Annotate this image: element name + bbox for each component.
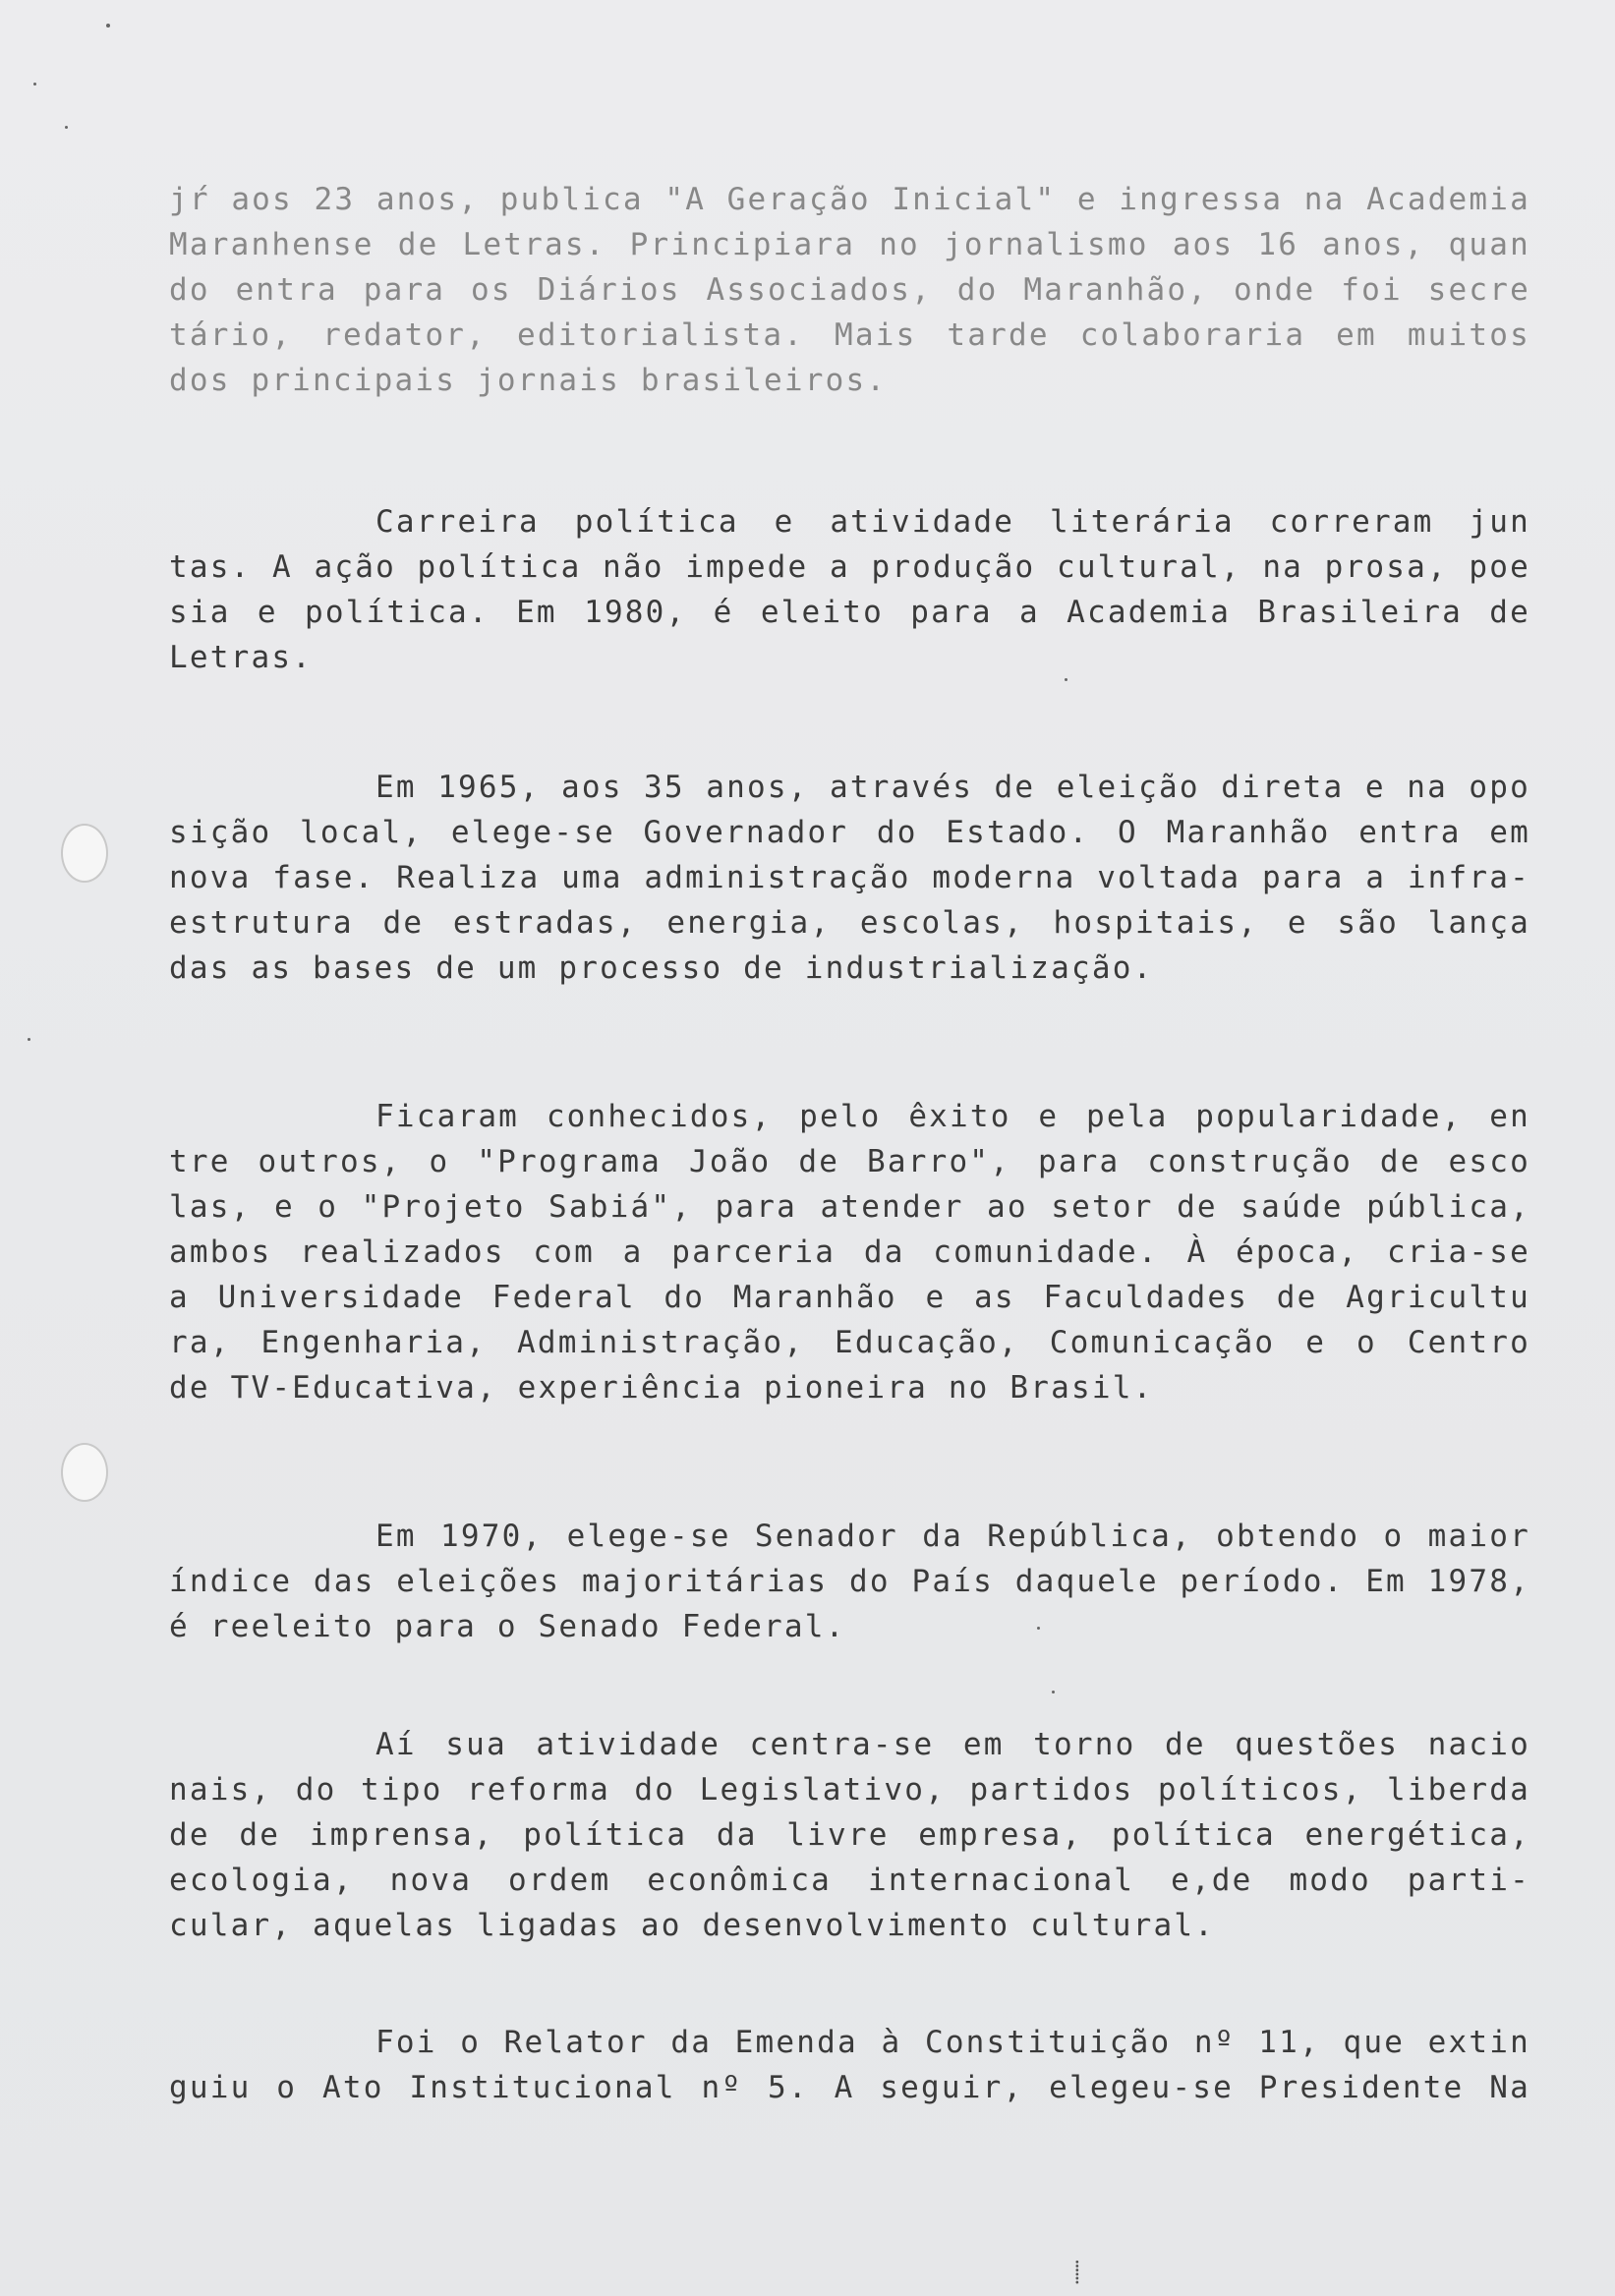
text-line: índice das eleições majoritárias do País daquele período. Em 1978, xyxy=(169,1564,1530,1599)
text-line: do entra para os Diários Associados, do Maranhão, onde foi secre xyxy=(169,272,1530,308)
paragraph-national-issues xyxy=(169,1722,1530,1948)
text-line: a Universidade Federal do Maranhão e as Faculdades de Agricultu xyxy=(169,1280,1530,1315)
text-line: nais, do tipo reforma do Legislativo, partidos políticos, liberda xyxy=(169,1772,1530,1808)
text-line: sia e política. Em 1980, é eleito para a Academia Brasileira de xyxy=(169,595,1530,630)
paragraph-political-career xyxy=(169,499,1530,680)
text-line: cular, aquelas ligadas ao desenvolvimento cultural. xyxy=(169,1908,1216,1943)
paragraph-constitutional-amendment xyxy=(169,2020,1530,2110)
text-line: estrutura de estradas, energia, escolas, hospitais, e são lança xyxy=(169,905,1530,941)
text-line: dos principais jornais brasileiros. xyxy=(169,363,888,398)
scan-speck xyxy=(33,83,36,86)
scan-speck xyxy=(65,126,68,129)
text-line: Foi o Relator da Emenda à Constituição nº 11, que extin xyxy=(375,2025,1530,2060)
text-line: tário, redator, editorialista. Mais tarde colaboraria em muitos xyxy=(169,317,1530,353)
text-line: sição local, elege-se Governador do Estado. O Maranhão entra em xyxy=(169,815,1530,850)
paragraph-governor xyxy=(169,765,1530,991)
text-line: Carreira política e atividade literária correram jun xyxy=(375,504,1530,540)
text-line: nova fase. Realiza uma administração moderna voltada para a infra- xyxy=(169,860,1530,895)
text-line: Em 1970, elege-se Senador da República, obtendo o maior xyxy=(375,1519,1530,1554)
text-line: é reeleito para o Senado Federal. xyxy=(169,1609,846,1644)
paragraph-senator xyxy=(169,1514,1530,1649)
text-line: tas. A ação política não impede a produção cultural, na prosa, poe xyxy=(169,549,1530,585)
text-line: jŕ aos 23 anos, publica "A Geração Inicial" e ingressa na Academia xyxy=(169,182,1530,217)
page-edge-mark: ⸽ xyxy=(1074,2261,1080,2285)
scan-speck xyxy=(106,24,110,28)
text-line: ecologia, nova ordem econômica internacional e,de modo parti- xyxy=(169,1863,1530,1898)
text-line: las, e o "Projeto Sabiá", para atender ao setor de saúde pública, xyxy=(169,1189,1530,1225)
text-line: tre outros, o "Programa João de Barro", para construção de esco xyxy=(169,1144,1530,1179)
paragraph-programs xyxy=(169,1094,1530,1410)
text-line: de de imprensa, política da livre empresa, política energética, xyxy=(169,1817,1530,1853)
text-line: Em 1965, aos 35 anos, através de eleição direta e na opo xyxy=(375,770,1530,805)
punch-hole-bottom xyxy=(61,1443,108,1502)
text-line: Ficaram conhecidos, pelo êxito e pela popularidade, en xyxy=(375,1099,1530,1134)
text-line: ra, Engenharia, Administração, Educação, Comunicação e o Centro xyxy=(169,1325,1530,1360)
paragraph-journalism xyxy=(169,177,1530,403)
text-line: Aí sua atividade centra-se em torno de questões nacio xyxy=(375,1727,1530,1762)
text-line: das as bases de um processo de industrialização. xyxy=(169,950,1154,986)
text-line: guiu o Ato Institucional nº 5. A seguir, elegeu-se Presidente Na xyxy=(169,2070,1530,2105)
scan-speck xyxy=(1052,1691,1055,1693)
punch-hole-top xyxy=(61,824,108,883)
text-line: Maranhense de Letras. Principiara no jornalismo aos 16 anos, quan xyxy=(169,227,1530,262)
text-line: de TV-Educativa, experiência pioneira no Brasil. xyxy=(169,1370,1154,1406)
text-line: Letras. xyxy=(169,640,314,675)
text-line: ambos realizados com a parceria da comunidade. À época, cria-se xyxy=(169,1234,1530,1270)
scan-speck xyxy=(28,1038,30,1041)
